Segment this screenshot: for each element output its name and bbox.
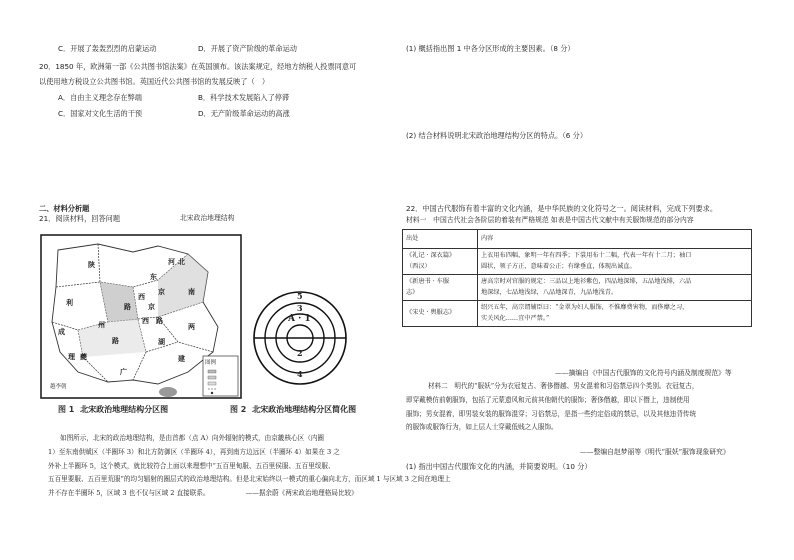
map-label: 湖 (158, 338, 165, 346)
mat2-line: 的服饰或服饰行为，如上层人士穿戴低贱之人服饰。 (406, 423, 558, 432)
map-label: 西 (138, 293, 145, 301)
table-header-cell: 内容 (478, 230, 752, 249)
mat2-line: 服饰；男女混着，即男装女装的服饰混穿；习俗禁忌，是指一些约定俗成的禁忌，以及其他违背传统 (406, 409, 697, 418)
section-2-heading: 二、材料分析题 (39, 204, 90, 213)
ring-label-center: A · 1 (288, 314, 311, 324)
map-label: 京 (148, 303, 155, 311)
ring-label-2: 2 (297, 348, 303, 358)
mat2-line: 即穿戴模仿前朝服饰，包括了元蒙遗风和元前其他朝代的服饰；奢侈僭越，即以下僭上，违制使用 (406, 395, 690, 404)
q20-option-c: C．国家对文化生活的干预 (58, 109, 143, 118)
q20-stem-line1: 20．1850 年，欧洲第一部《公共图书馆法案》在英国颁布。该法案规定，经地方纳税人投票同意可 (39, 62, 357, 71)
map-label: 路 (156, 317, 163, 325)
map-label-layer (38, 232, 244, 402)
map-label: 成 (58, 328, 65, 336)
figure-1-caption: 图 1 北宋政治地理结构分区图 (58, 405, 169, 414)
table-header-cell: 出处 (403, 230, 478, 249)
table-header-row (403, 230, 752, 249)
para-line: 1）至东南供赋区（半圈环 3）和北方防御区（半圈环 4），再到南方边远区（半圈环 4）如果在 3 之 (48, 447, 340, 456)
ring-label-layer (250, 285, 350, 397)
map-label: 陕 (88, 261, 95, 269)
q22-sub-question-1: (1) 指出中国古代服饰文化的内涵，并简要说明。（10 分） (406, 462, 592, 471)
table-cell-content: 绍兴五年，高宗谓辅臣曰：“金翠为妇人服饰，不惟靡费害物，而侈靡之习， 实关风化……宜中严禁。” (478, 301, 752, 327)
map-label: 西 (142, 317, 149, 325)
table-cell-source: 《新唐书 · 车服 志》 (403, 275, 478, 301)
table-row (403, 249, 752, 275)
map-label: 南 (188, 288, 195, 296)
q20-option-a: A．自由主义理念存在弊端 (58, 93, 142, 102)
q21-sub-question-1: (1) 概括指出图 1 中各分区形成的主要因素。（8 分） (406, 44, 575, 53)
mat2-line: 材料二 明代的“服妖”分为衣冠复古、奢侈僭越、男女混着和习俗禁忌四个类别。衣冠复古， (428, 382, 699, 390)
q21-material-paragraph (48, 432, 451, 501)
map-legend-title: 图例 (205, 360, 217, 366)
q20-option-b: B．科学技术发展陷入了停滞 (198, 93, 290, 102)
para-line: 外补上半圈环 5，这个模式，就比较符合上面以来理想中“五百里甸服、五百里侯服、五百里绥服、 (48, 461, 335, 470)
q20-option-d: D．无产阶级革命运动的高涨 (198, 109, 290, 118)
table-row (403, 275, 752, 301)
map-label: 河 (168, 258, 175, 266)
q22-source-1: ——摘编自《中国古代服饰的文化符号内涵及制度规范》等 (555, 369, 732, 377)
q21-sub-question-2: (2) 结合材料说明北宋政治地理结构分区的特点。（6 分） (406, 131, 588, 140)
map-label: 理 (68, 353, 75, 361)
figure-2-caption: 图 2 北宋政治地理结构分区简化图 (230, 405, 357, 414)
map-label: 路 (124, 303, 131, 311)
ring-label-3: 3 (297, 303, 303, 313)
q20-stem-line2: 以使用地方税设立公共图书馆。英国近代公共图书馆的发展反映了（ ） (39, 77, 270, 86)
map-label-vietnam: 越李朝 (50, 384, 67, 390)
para-line: 五百里要服、五百里荒服”的均匀辐射的圈层式的政治地理结构。但是北宋始终以一模式的重心偏向北方，而区域 1 与区域 3 之间在地理上 (48, 475, 451, 484)
map-label: 路 (112, 337, 119, 345)
map-label: 北 (178, 258, 185, 266)
q22-stem-line1: 22．中国古代服饰有着丰富的文化内涵，是中华民族的文化符号之一。阅读材料，完成下列要求。 (406, 204, 718, 213)
q19-option-d: D．开展了资产阶级的革命运动 (198, 44, 297, 53)
table-cell-source: 《宋史 · 舆服志》 (403, 301, 478, 327)
q22-material-1-intro: 材料一 中国古代社会各阶层的着装有严格规范 如表是中国古代文献中有关服饰规范的部分内容 (406, 216, 694, 224)
table-cell-content: 唐高宗时对官服的规定：三品以上地衫紫色，四品地深绯，五品地浅绯，六品 地深绿，七品地浅绿，八品地深青，九品地浅青。 (478, 275, 752, 301)
ring-label-5: 5 (297, 291, 303, 301)
q22-material-2 (406, 380, 756, 435)
costume-regulation-table (402, 229, 752, 327)
map-label: 建 (178, 355, 185, 363)
ring-label-4: 4 (297, 369, 303, 379)
q21-figure-title: 北宋政治地理结构 (180, 214, 235, 222)
map-label: 京 (158, 288, 165, 296)
map-label: 夔 (80, 353, 87, 361)
map-label: 州 (98, 321, 105, 329)
map-label: 广 (120, 368, 127, 376)
map-label: 两 (188, 323, 195, 331)
q19-option-c: C．开展了轰轰烈烈的启蒙运动 (58, 44, 157, 53)
table-cell-content: 上衣用布四幅，象明一年有四季；下裳用布十二幅，代表一年有十二月；袖口 圆状，领子方正，意味着公正；有缘垂直，体现出诚直。 (478, 249, 752, 275)
table-row (403, 301, 752, 327)
map-label: 东 (150, 273, 157, 281)
q21-intro: 21．阅读材料，回答问题 (39, 214, 121, 223)
para-line-last: 并不存在半圈环 5，区域 3 也不仅与区域 2 直接联系。 ——据余蔚《两宋政治地理格局比较》 (48, 489, 358, 498)
q22-source-2: ——整编自赵梦丽等《明代“服妖”服饰现象研究》 (580, 448, 730, 456)
para-line: 如图所示，北宋的政治地理结构，是由首都（点 A）向外辐射的模式，由京畿核心区（内圈 (60, 434, 325, 442)
table-cell-source: 《礼记 · 深衣篇》 （西汉） (403, 249, 478, 275)
map-label: 利 (66, 299, 73, 307)
